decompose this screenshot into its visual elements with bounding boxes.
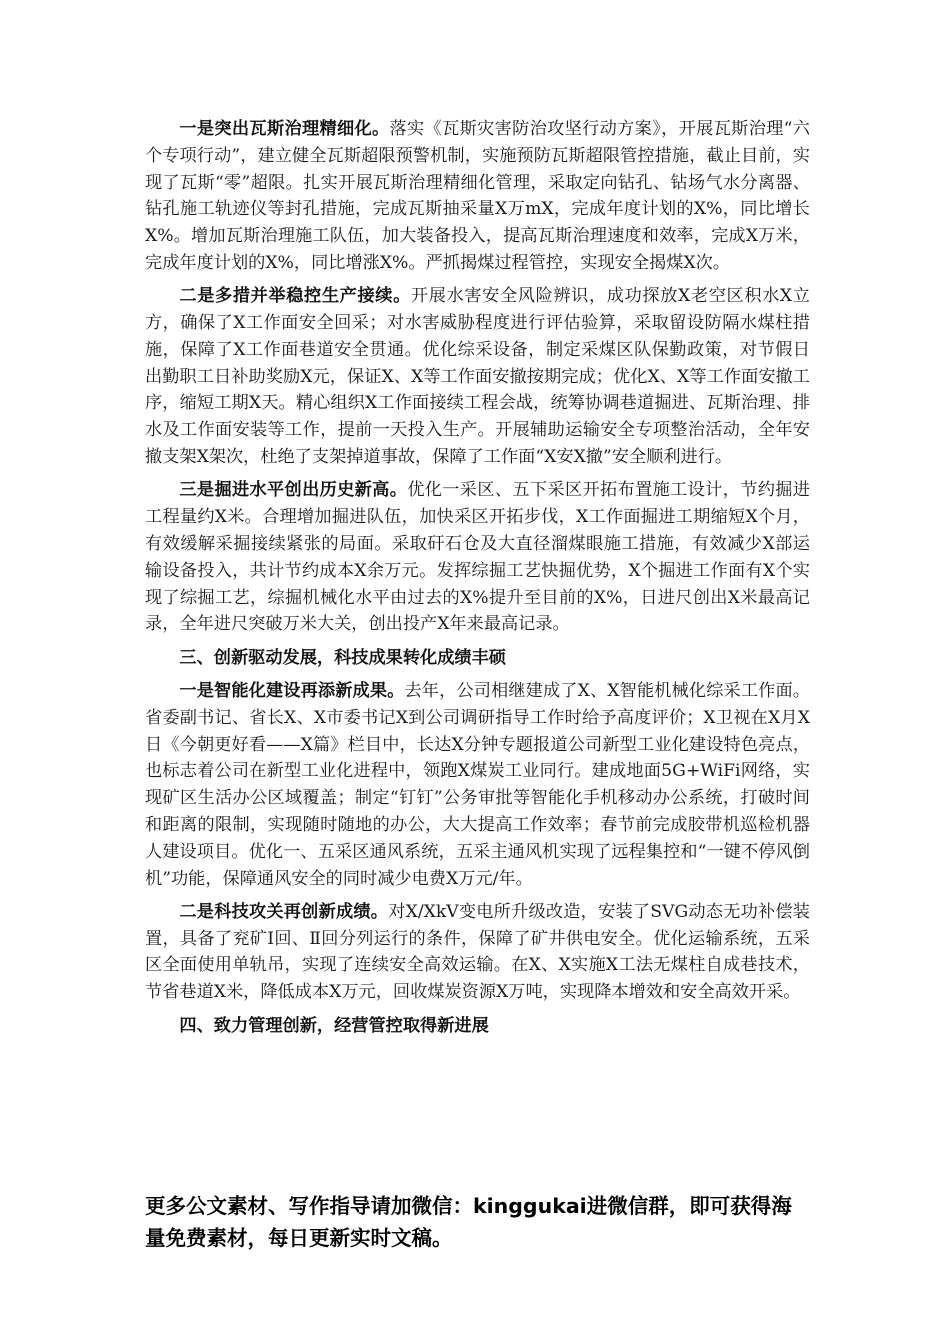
paragraph-text: 对X/XkV变电所升级改造，安装了SVG动态无功补偿装置，具备了兖矿Ⅰ回、Ⅱ回分列运行的条件，保障了矿井供电安全。优化运输系统，五采区全面使用单轨吊，实现了连续安全高效运输。在X、X实施X工法无煤柱自成巷技术，节省巷道X米，降低成本X万元，回收煤炭资源X万吨，实现降本增效和安全高效开采。 [145,901,810,1003]
paragraph-tech-breakthrough [145,899,810,1006]
paragraph-lead: 一是智能化建设再添新成果。 [179,680,405,701]
paragraph-lead: 一是突出瓦斯治理精细化。 [179,119,390,139]
paragraph-text: 落实《瓦斯灾害防治攻坚行动方案》，开展瓦斯治理“六个专项行动”，建立健全瓦斯超限预警机制，实施预防瓦斯超限管控措施，截止目前，实现了瓦斯“零”超限。扎实开展瓦斯治理精细化管理，采取定向钻孔、钻场气水分离器、钻孔施工轨迹仪等封孔措施，完成瓦斯抽采量X万mX，完成年度计划的X%，同比增长X%。增加瓦斯治理施工队伍，加大装备投入，提高瓦斯治理速度和效率，完成X万米，完成年度计划的X%，同比增涨X%。严抓揭煤过程管控，实现安全揭煤X次。 [145,119,810,273]
paragraph-lead: 二是科技攻关再创新成绩。 [179,901,389,922]
section-heading-management: 四、致力管理创新，经营管控取得新进展 [179,1015,489,1036]
paragraph-production-continuity [145,283,810,471]
paragraph-text: 去年，公司相继建成了X、X智能机械化综采工作面。省委副书记、省长X、X市委书记X到公司调研指导工作时给予高度评价；X卫视在X月X日《今朝更好看——X篇》栏目中，长达X分钟专题报道公司新型工业化建设特色亮点，也标志着公司在新型工业化进程中，领跑X煤炭工业同行。建成地面5G+WiFi网络，实现矿区生活办公区域覆盖；制定“钉钉”公务审批等智能化手机移动办公系统，打破时间和距离的限制，实现随时随地的办公，大大提高工作效率；春节前完成胶带机巡检机器人建设项目。优化一、五采区通风系统，五采主通风机实现了远程集控和“一键不停风倒机”功能，保障通风安全的同时减少电费X万元/年。 [145,680,810,889]
paragraph-gas-control [145,116,810,277]
paragraph-intelligent-construction [145,678,810,892]
paragraph-text: 优化一采区、五下采区开拓布置施工设计，节约掘进工程量约X米。合理增加掘进队伍，加快采区开拓步伐，X工作面掘进工期缩短X个月，有效缓解采掘接续紧张的局面。采取矸石仓及大直径溜煤眼施工措施，有效减少X部运输设备投入，共计节约成本X余万元。发挥综掘工艺快掘优势，X个掘进工作面有X个实现了综掘工艺，综掘机械化水平由过去的X%提升至目前的X%，日进尺创出X米最高记录，全年进尺突破万米大关，创出投产X年来最高记录。 [145,480,810,635]
section-heading-innovation: 三、创新驱动发展，科技成果转化成绩丰硕 [179,647,506,668]
paragraph-lead: 三是掘进水平创出历史新高。 [179,480,408,501]
paragraph-text: 开展水害安全风险辨识，成功探放X老空区积水X立方，确保了X工作面安全回采；对水害威胁程度进行评估验算，采取留设防隔水煤柱措施，保障了X工作面巷道安全贯通。优化综采设备，制定采煤区队保勤政策，对节假日出勤职工日补助奖励X元，保证X、X等工作面安撤按期完成；优化X、X等工作面安撤工序，缩短工期X天。精心组织X工作面接续工程会战，统筹协调巷道掘进、瓦斯治理、排水及工作面安装等工作，提前一天投入生产。开展辅助运输安全专项整治活动，全年安撤支架X架次，杜绝了支架掉道事故，保障了工作面“X安X撤”安全顺利进行。 [145,286,810,468]
paragraph-tunneling-record [145,477,810,638]
promo-footer-text: 更多公文素材、写作指导请加微信：kinggukai进微信群，即可获得海量免费素材，每日更新实时文稿。 [145,1194,792,1250]
paragraph-lead: 二是多措并举稳控生产接续。 [179,286,411,307]
document-body [145,116,810,1046]
